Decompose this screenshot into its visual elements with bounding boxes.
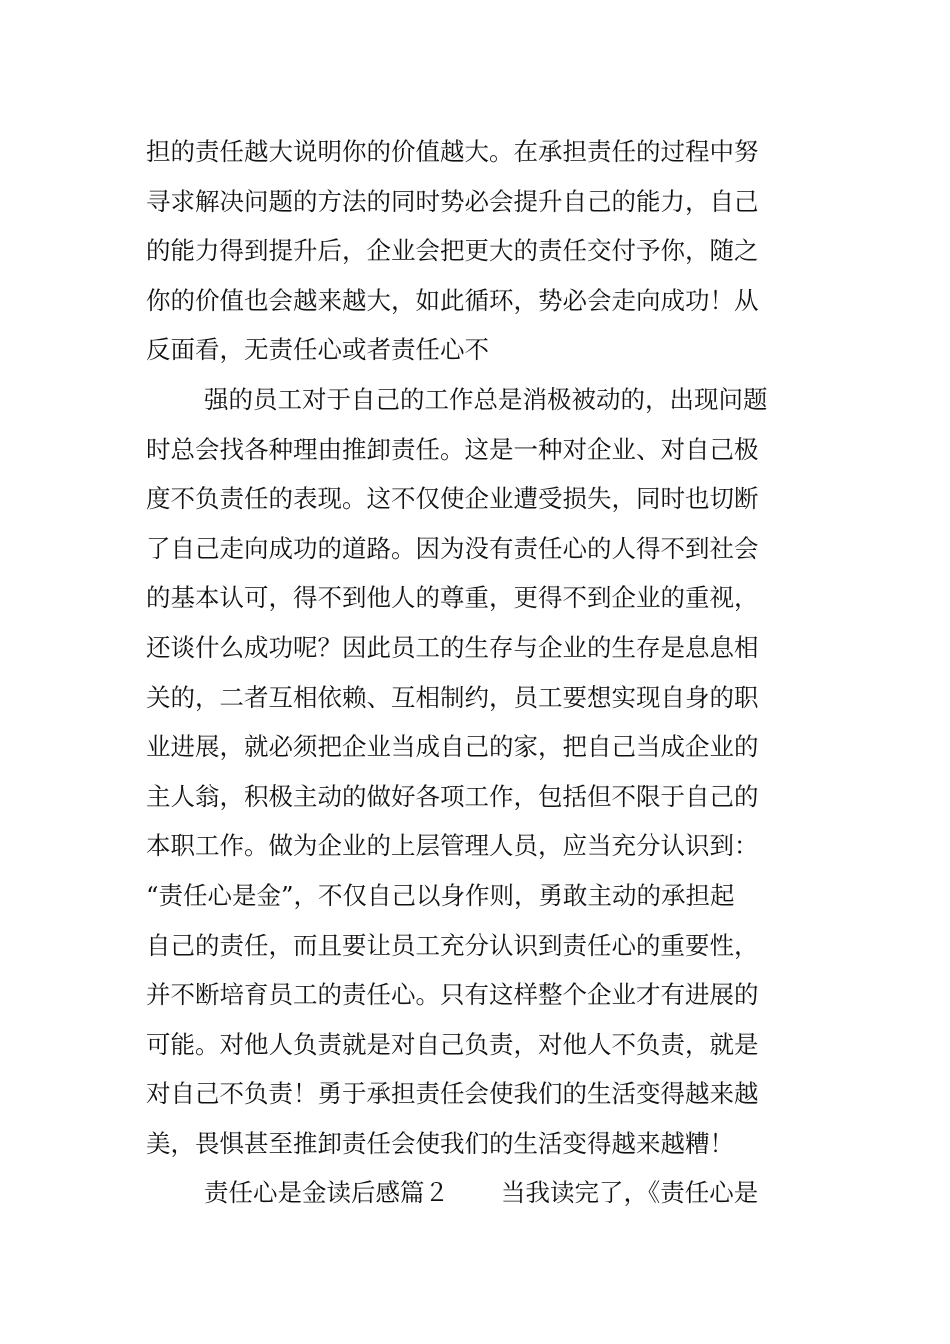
text-line: 并不断培育员工的责任心。只有这样整个企业才有进展的 — [146, 980, 759, 1010]
paragraph-2 — [146, 375, 808, 1169]
text-line: 还谈什么成功呢？因此员工的生存与企业的生存是息息相 — [146, 632, 759, 662]
section-heading: 责任心是金读后感篇２ — [204, 1178, 449, 1208]
text-line: 时总会找各种理由推卸责任。这是一种对企业、对自己极 — [146, 434, 759, 464]
paragraph-1 — [146, 127, 808, 375]
section-heading-line — [146, 1168, 808, 1218]
text-line: 你的价值也会越来越大，如此循环，势必会走向成功！从 — [146, 285, 759, 315]
text-line: 关的，二者互相依赖、互相制约，员工要想实现自身的职 — [146, 682, 759, 712]
text-line: 的基本认可，得不到他人的尊重，更得不到企业的重视， — [146, 583, 759, 613]
text-line: 自己的责任，而且要让员工充分认识到责任心的重要性， — [146, 930, 759, 960]
text-line: “责任心是金”，不仅自己以身作则，勇敢主动的承担起 — [146, 880, 735, 910]
text-line: 寻求解决问题的方法的同时势必会提升自己的能力，自己 — [146, 186, 759, 216]
text-line: 业进展，就必须把企业当成自己的家，把自己当成企业的 — [146, 732, 759, 762]
text-line: 反面看，无责任心或者责任心不 — [146, 335, 489, 365]
text-line: 度不负责任的表现。这不仅使企业遭受损失，同时也切断 — [146, 484, 759, 514]
text-line: 主人翁，积极主动的做好各项工作，包括但不限于自己的 — [146, 781, 759, 811]
document-body — [146, 127, 808, 1218]
text-line: 对自己不负责！勇于承担责任会使我们的生活变得越来越 — [146, 1079, 759, 1109]
section-start-text: 当我读完了，《责任心是 — [501, 1178, 759, 1208]
text-line: 可能。对他人负责就是对自己负责，对他人不负责，就是 — [146, 1029, 759, 1059]
text-line: 强的员工对于自己的工作总是消极被动的，出现问题 — [204, 384, 768, 414]
text-line: 担的责任越大说明你的价值越大。在承担责任的过程中努 — [146, 137, 759, 166]
text-line: 美，畏惧甚至推卸责任会使我们的生活变得越来越糟！ — [146, 1128, 734, 1158]
text-line: 了自己走向成功的道路。因为没有责任心的人得不到社会 — [146, 533, 759, 563]
text-line: 的能力得到提升后，企业会把更大的责任交付予你，随之 — [146, 236, 759, 266]
text-line: 本职工作。做为企业的上层管理人员，应当充分认识到： — [146, 831, 759, 861]
